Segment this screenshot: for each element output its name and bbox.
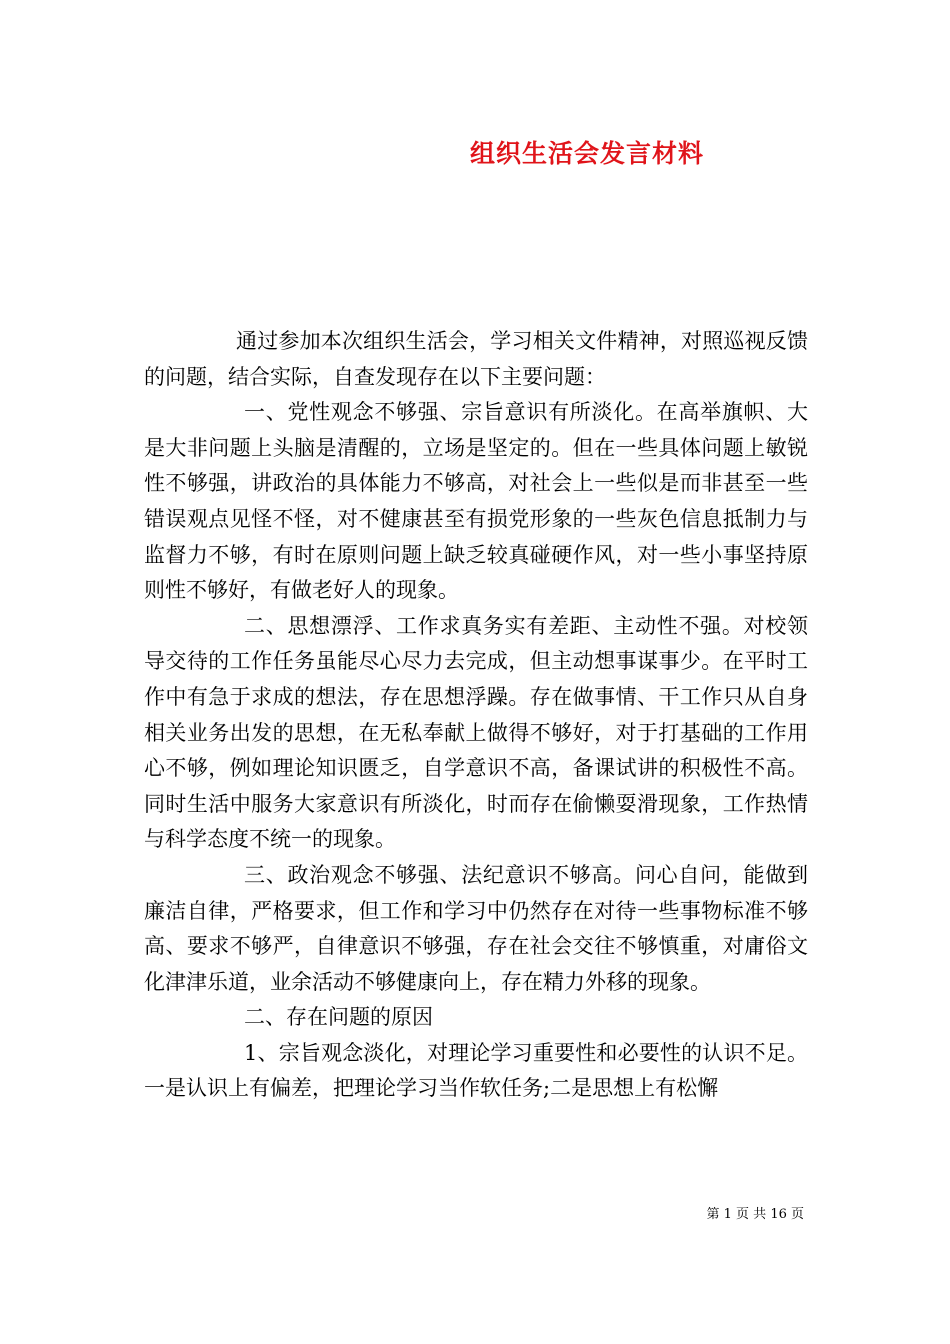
paragraph-intro: 通过参加本次组织生活会，学习相关文件精神，对照巡视反馈的问题，结合实际，自查发现存在以下主要问题： [144,329,808,389]
page-number-footer: 第 1 页 共 16 页 [706,1207,804,1222]
paragraph-issue-2: 二、思想漂浮、工作求真务实有差距、主动性不强。对校领导交待的工作任务虽能尽心尽力去完成，但主动想事谋事少。在平时工作中有急于求成的想法，存在思想浮躁。存在做事情、干工作只从自身相关业务出发的思想，在无私奉献上做得不够好，对于打基础的工作用心不够，例如理论知识匮乏，自学意识不高，备课试讲的积极性不高。同时生活中服务大家意识有所淡化，时而存在偷懒耍滑现象，工作热情与科学态度不统一的现象。 [144,613,808,852]
paragraph-cause-1: 1、宗旨观念淡化，对理论学习重要性和必要性的认识不足。一是认识上有偏差，把理论学习当作软任务;二是思想上有松懈 [144,1040,808,1101]
document-title: 组织生活会发言材料 [470,139,705,168]
document-body [144,324,808,1107]
paragraph-issue-3: 三、政治观念不够强、法纪意识不够高。问心自问，能做到廉洁自律，严格要求，但工作和学习中仍然存在对待一些事物标准不够高、要求不够严，自律意识不够强，存在社会交往不够慎重，对庸俗文化津津乐道，业余活动不够健康向上，存在精力外移的现象。 [144,862,808,994]
paragraph-issue-1: 一、党性观念不够强、宗旨意识有所淡化。在高举旗帜、大是大非问题上头脑是清醒的，立场是坚定的。但在一些具体问题上敏锐性不够强，讲政治的具体能力不够高，对社会上一些似是而非甚至一些错误观点见怪不怪，对不健康甚至有损党形象的一些灰色信息抵制力与监督力不够，有时在原则问题上缺乏较真碰硬作风，对一些小事坚持原则性不够好，有做老好人的现象。 [144,400,808,603]
section-heading-causes: 二、存在问题的原因 [244,1005,433,1030]
